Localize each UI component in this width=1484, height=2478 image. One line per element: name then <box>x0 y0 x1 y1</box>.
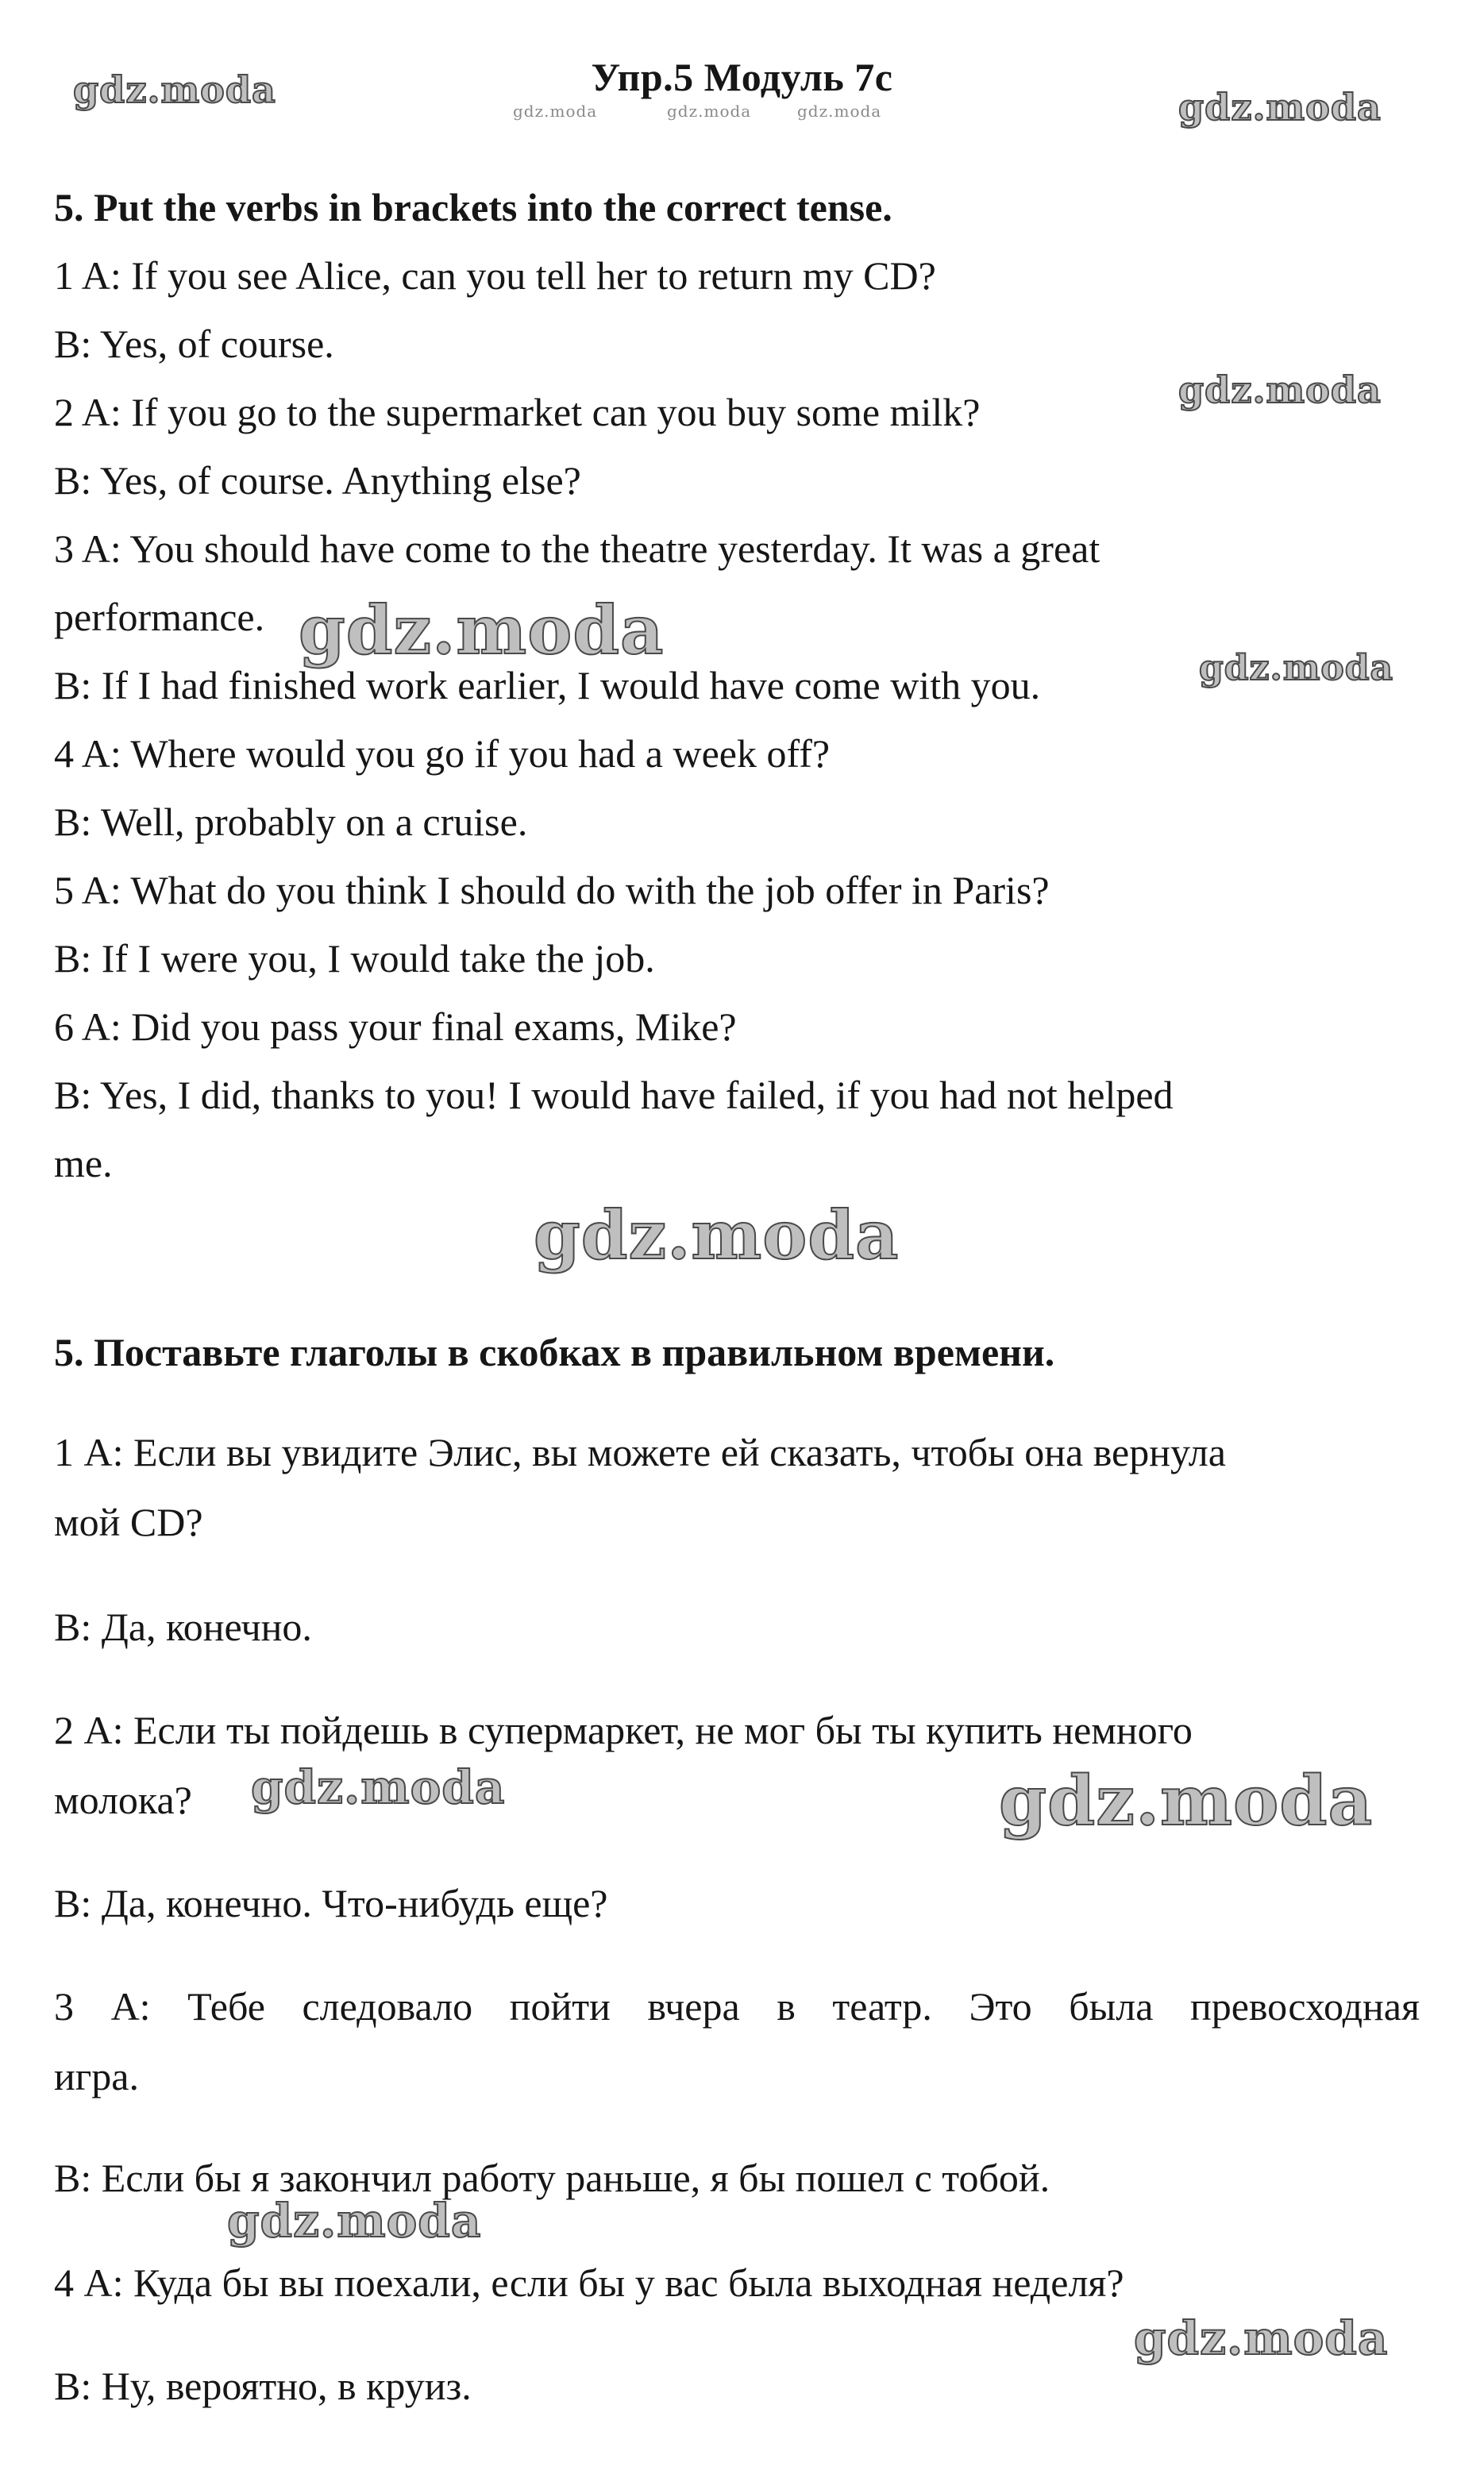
english-line: 6 A: Did you pass your final exams, Mike? <box>54 1004 737 1049</box>
english-line: 3 A: You should have come to the theatre yesterday. It was a great <box>54 526 1100 571</box>
watermark: gdz.moda <box>299 591 665 669</box>
watermark: gdz.moda <box>251 1760 506 1814</box>
russian-line: 1 А: Если вы увидите Элис, вы можете ей сказать, чтобы она вернула <box>54 1430 1226 1474</box>
english-line: performance. <box>54 595 265 639</box>
russian-line: 2 А: Если ты пойдешь в супермаркет, не мог бы ты купить немного <box>54 1708 1193 1752</box>
english-line: me. <box>54 1141 113 1185</box>
english-line: B: Yes, of course. Anything else? <box>54 458 581 503</box>
russian-heading: 5. Поставьте глаголы в скобках в правильном времени. <box>54 1330 1055 1374</box>
page-title: Упр.5 Модуль 7с <box>591 55 893 99</box>
russian-line: В: Да, конечно. <box>54 1605 312 1649</box>
russian-line: В: Если бы я закончил работу раньше, я бы пошел с тобой. <box>54 2156 1050 2200</box>
english-line: B: If I had finished work earlier, I would have come with you. <box>54 663 1041 707</box>
russian-line: 4 А: Куда бы вы поехали, если бы у вас была выходная неделя? <box>54 2260 1124 2305</box>
english-line: B: Well, probably on a cruise. <box>54 800 528 844</box>
watermark: gdz.moda <box>797 102 882 121</box>
watermark: gdz.moda <box>1178 86 1382 129</box>
russian-line: В: Да, конечно. Что-нибудь еще? <box>54 1881 608 1925</box>
russian-line: игра. <box>54 2054 139 2098</box>
watermark: gdz.moda <box>534 1196 900 1274</box>
russian-line: 3 А: Тебе следовало пойти вчера в театр. Это была превосходная <box>54 1984 1420 2029</box>
watermark: gdz.moda <box>73 68 276 111</box>
watermark: gdz.moda <box>999 1761 1374 1841</box>
russian-line: молока? <box>54 1778 192 1822</box>
english-line: 4 A: Where would you go if you had a week off? <box>54 731 831 776</box>
english-line: B: Yes, I did, thanks to you! I would have failed, if you had not helped <box>54 1073 1174 1117</box>
watermark: gdz.moda <box>1178 368 1382 411</box>
russian-line: В: Ну, вероятно, в круиз. <box>54 2364 472 2408</box>
watermark: gdz.moda <box>667 102 752 121</box>
english-line: 5 A: What do you think I should do with the job offer in Paris? <box>54 868 1050 912</box>
english-line: B: Yes, of course. <box>54 322 334 366</box>
russian-line: мой CD? <box>54 1500 203 1544</box>
english-heading: 5. Put the verbs in brackets into the correct tense. <box>54 185 892 229</box>
watermark: gdz.moda <box>227 2194 482 2248</box>
watermark: gdz.moda <box>513 102 598 121</box>
watermark: gdz.moda <box>1134 2311 1389 2365</box>
english-line: 2 A: If you go to the supermarket can you buy some milk? <box>54 390 981 434</box>
english-line: B: If I were you, I would take the job. <box>54 936 655 981</box>
english-line: 1 A: If you see Alice, can you tell her to return my CD? <box>54 253 936 298</box>
watermark: gdz.moda <box>1199 648 1394 688</box>
